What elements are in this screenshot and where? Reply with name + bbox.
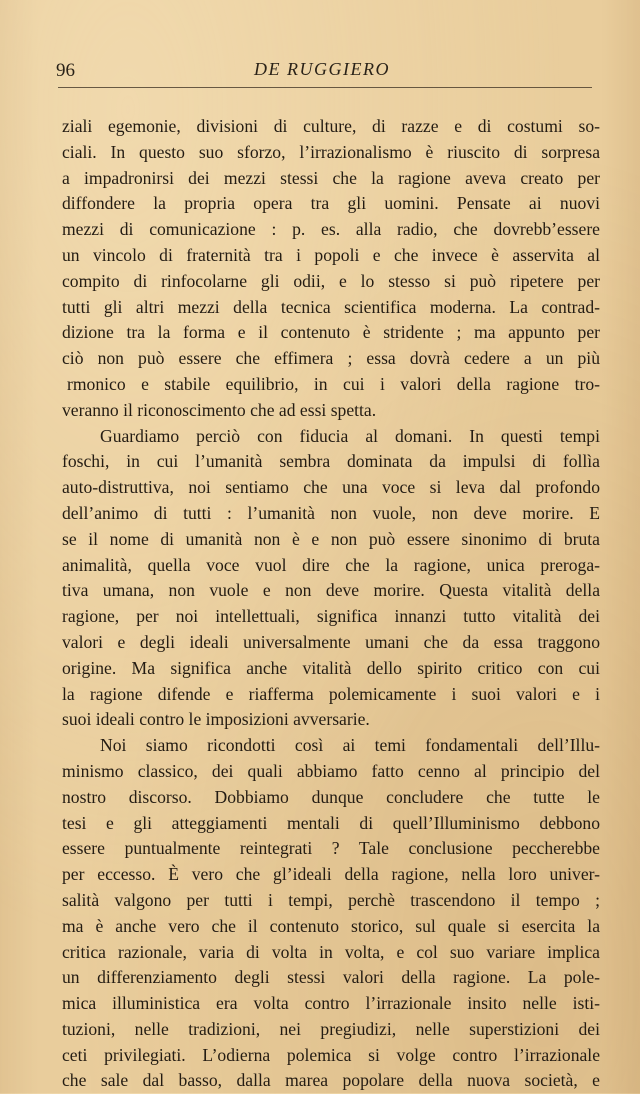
text-line: valori e degli ideali universalmente umani che da essa traggono [62,631,600,652]
text-line: Guardiamo perciò con fiducia al domani. In questi tempi [100,425,600,446]
text-line: animalità, quella voce vuol dire che la ragione, unica preroga- [62,554,600,575]
text-line: compito di rinfocolarne gli odii, e lo stesso si può ripetere per [62,270,600,291]
text-line: veranno il riconoscimento che ad essi spetta. [62,399,377,420]
text-line: a impadronirsi dei mezzi stessi che la ragione aveva creato per [62,167,600,188]
text-line: dizione tra la forma e il contenuto è stridente ; ma appunto per [62,322,600,343]
text-line: se il nome di umanità non è e non può essere sinonimo di bruta [62,528,600,549]
text-line: salità valgono per tutti i tempi, perchè trascendono il tempo ; [62,889,600,910]
text-line: ciò non può essere che effimera ; essa dovrà cedere a un più [62,348,600,369]
text-line: dell’animo di tutti : l’umanità non vuole, non deve morire. E [62,502,600,523]
text-line: un vincolo di fraternità tra i popoli e che invece è asservita al [62,244,600,265]
text-line: suoi ideali contro le imposizioni avversarie. [62,709,370,730]
text-line: Noi siamo ricondotti così ai temi fondamentali dell’Illu- [100,735,600,756]
text-line: ziali egemonie, divisioni di culture, di razze e di costumi so- [62,116,600,136]
text-line: che sale dal basso, dalla marea popolare della nuova società, e [62,1070,600,1091]
text-line: mezzi di comunicazione : p. es. alla radio, che dovrebb’essere [62,219,600,240]
page-number: 96 [56,60,75,81]
text-line: minismo classico, dei quali abbiamo fatto cenno al principio del [62,760,600,781]
text-line: la ragione difende e riafferma polemicamente i suoi valori e i [62,683,600,704]
text-line: un differenziamento degli stessi valori della ragione. La pole- [62,967,600,988]
text-line: rmonico e stabile equilibrio, in cui i valori della ragione tro- [67,373,600,394]
text-line: ciali. In questo suo sforzo, l’irrazionalismo è riuscito di sorpresa [62,141,600,162]
text-line: essere puntualmente reintegrati ? Tale conclusione peccherebbe [62,838,600,859]
text-line: diffondere la propria opera tra gli uomini. Pensate ai nuovi [62,193,600,214]
text-line: mica illuministica era volta contro l’irrazionale insito nelle isti- [62,993,600,1014]
text-line: tiva umana, non vuole e non deve morire. Questa vitalità della [62,580,600,601]
text-line: critica razionale, varia di volta in volta, e col suo variare implica [62,941,600,962]
text-line: origine. Ma significa anche vitalità dello spirito critico con cui [62,657,600,678]
header-rule [58,87,592,88]
text-line: ma è anche vero che il contenuto storico, sul quale si esercita la [62,915,600,936]
running-head: DE RUGGIERO [254,59,390,79]
text-line: tesi e gli atteggiamenti mentali di quell’Illuminismo debbono [62,812,600,833]
text-line: nostro discorso. Dobbiamo dunque concludere che tutte le [62,786,600,807]
text-line: ragione, per noi intellettuali, significa innanzi tutto vitalità dei [62,606,600,627]
text-line: foschi, in cui l’umanità sembra dominata da impulsi di follìa [62,451,600,472]
text-line: tuzioni, nelle tradizioni, nei pregiudizi, nelle superstizioni dei [62,1018,600,1039]
text-line: tutti gli altri mezzi della tecnica scientifica moderna. La contrad- [62,296,600,317]
text-line: per eccesso. È vero che gl’ideali della ragione, nella loro univer- [62,864,600,885]
text-line: ceti privilegiati. L’odierna polemica si volge contro l’irrazionale [62,1044,600,1065]
page-header [52,58,592,88]
body-text [62,114,600,1094]
text-line: auto-distruttiva, noi sentiamo che una voce si leva dal profondo [62,477,600,498]
